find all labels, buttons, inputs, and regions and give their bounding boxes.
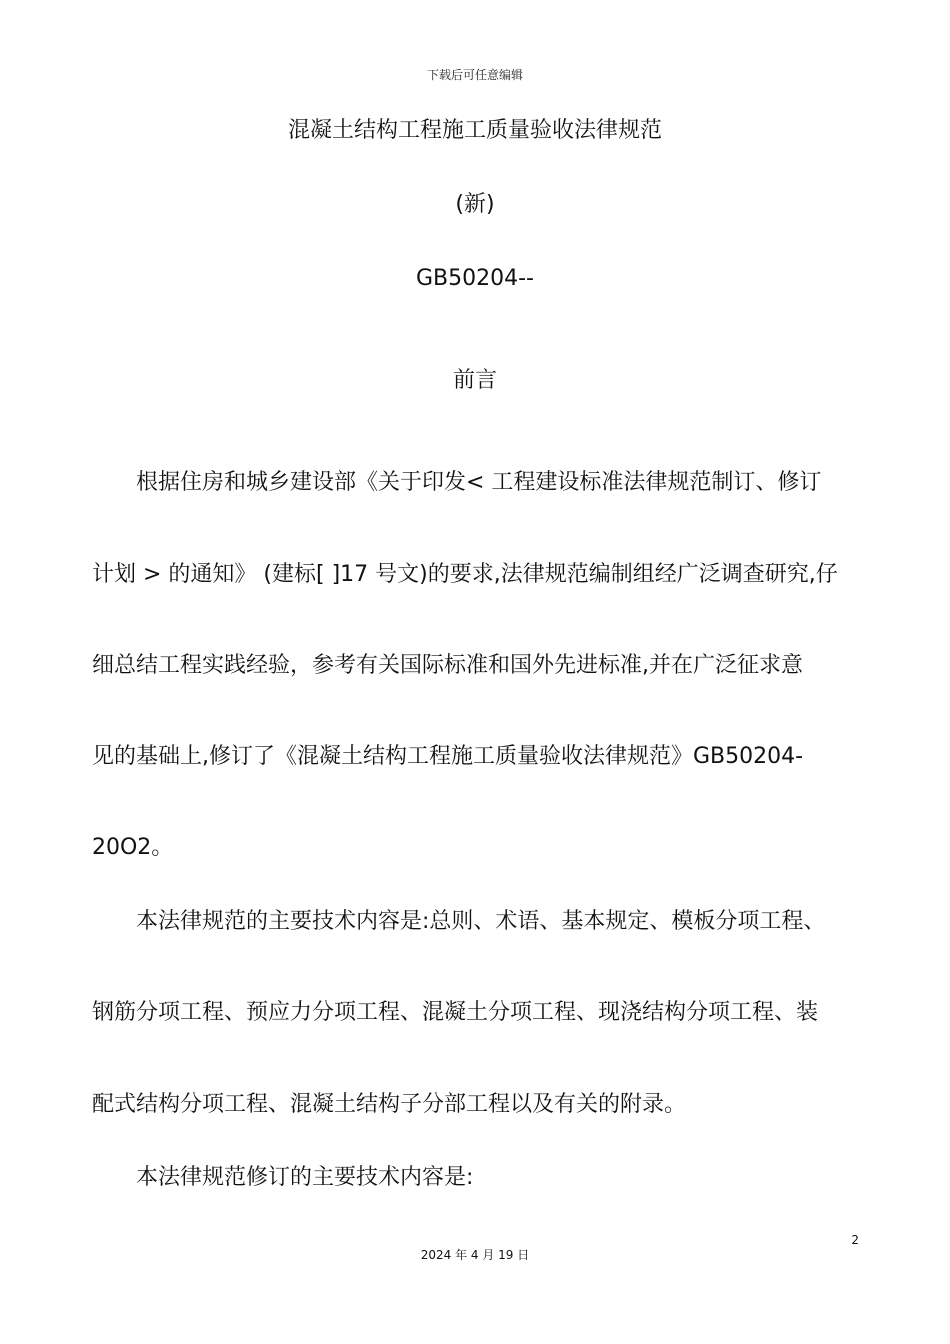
paragraph-line: 本法律规范修订的主要技术内容是: [136, 1165, 474, 1190]
paragraph-line: 钢筋分项工程、预应力分项工程、混凝土分项工程、现浇结构分项工程、装 [92, 1000, 819, 1025]
page-number: 2 [851, 1233, 859, 1247]
document-subtitle: (新) [455, 192, 495, 217]
section-heading-preface: 前言 [452, 368, 497, 393]
document-title: 混凝土结构工程施工质量验收法律规范 [287, 118, 662, 143]
paragraph-line: 根据住房和城乡建设部《关于印发< 工程建设标准法律规范制订、修订 [136, 470, 822, 495]
paragraph-line: 20O2。 [92, 835, 174, 860]
footer-date: 2024 年 4 月 19 日 [420, 1248, 530, 1262]
paragraph-line: 见的基础上,修订了《混凝土结构工程施工质量验收法律规范》GB50204- [92, 744, 804, 769]
paragraph-line: 细总结工程实践经验，参考有关国际标准和国外先进标准,并在广泛征求意 [92, 653, 803, 678]
paragraph-line: 本法律规范的主要技术内容是:总则、术语、基本规定、模板分项工程、 [136, 909, 826, 934]
header-note: 下载后可任意编辑 [426, 68, 523, 82]
paragraph-line: 配式结构分项工程、混凝土结构子分部工程以及有关的附录。 [92, 1092, 687, 1117]
standard-code: GB50204-- [415, 266, 534, 291]
paragraph-line: 计划 > 的通知》 (建标[ ]17 号文)的要求,法律规范编制组经广泛调查研究,仔 [92, 562, 838, 587]
